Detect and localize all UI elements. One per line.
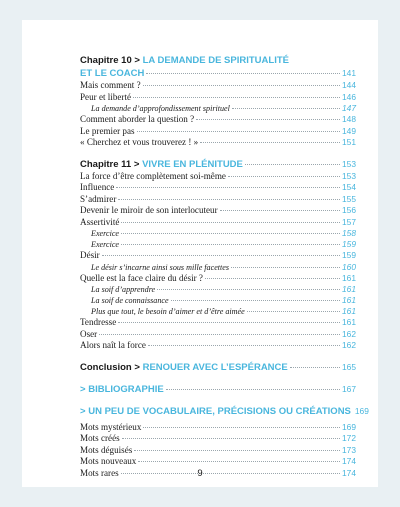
toc-entry xyxy=(80,433,356,445)
entry-title: Devenir le miroir de son interlocuteur xyxy=(80,205,218,215)
dot-leader xyxy=(146,72,340,74)
dot-leader xyxy=(232,107,340,109)
page-number: 155 xyxy=(342,193,356,204)
entry-title: Comment aborder la question ? xyxy=(80,114,195,124)
toc-subentry xyxy=(80,103,356,114)
chapter-11-entries xyxy=(80,171,356,352)
dot-leader xyxy=(171,299,340,301)
dot-leader xyxy=(148,344,340,346)
entry-title: Le premier pas xyxy=(80,125,135,136)
chapter-11-heading xyxy=(80,158,356,171)
chapter-title: VIVRE EN PLÉNITUDE xyxy=(142,158,243,170)
page-number: 151 xyxy=(342,137,356,147)
toc-entry xyxy=(80,126,356,138)
dot-leader xyxy=(122,437,340,439)
page-number: 141 xyxy=(342,68,356,78)
entry-title: Alors naît la force xyxy=(80,340,146,350)
chapter-title: ET LE COACH xyxy=(80,68,145,79)
dot-leader xyxy=(196,118,340,120)
entry-title: Désir xyxy=(80,250,100,260)
entry-title: Plus que tout, le besoin d’aimer et d’être aimée xyxy=(91,307,245,316)
toc-subentry xyxy=(80,228,356,239)
page-number: 160 xyxy=(342,261,356,272)
chapter-10-heading-line2 xyxy=(80,67,356,80)
entry-title: Peur et liberté xyxy=(80,91,132,102)
entry-title: Assertivité xyxy=(80,216,120,227)
dot-leader xyxy=(220,209,340,211)
separator: > xyxy=(80,383,86,395)
dot-leader xyxy=(247,310,340,312)
page-number: 173 xyxy=(342,444,356,455)
chapter-10-heading xyxy=(80,54,356,67)
page-number: 167 xyxy=(342,383,356,394)
dot-leader xyxy=(99,333,340,335)
separator: > xyxy=(134,361,140,373)
bibliography-title: BIBLIOGRAPHIE xyxy=(88,383,164,395)
entry-title: Le désir s’incarne ainsi sous mille facettes xyxy=(91,262,230,272)
conclusion-heading xyxy=(80,361,356,374)
dot-leader xyxy=(134,449,340,451)
toc-subentry xyxy=(80,262,356,273)
page-number: 157 xyxy=(342,216,356,227)
toc-entry xyxy=(80,80,356,92)
page-number: 153 xyxy=(342,158,356,169)
toc-entry xyxy=(80,217,356,229)
dot-leader xyxy=(121,221,340,223)
entry-title: Exercice xyxy=(91,229,120,238)
conclusion-label: Conclusion xyxy=(80,361,132,373)
vocabulary-title: UN PEU DE VOCABULAIRE, PRÉCISIONS OU CRÉATIONS xyxy=(88,405,351,417)
toc-entry xyxy=(80,456,356,468)
vocabulary-heading xyxy=(80,405,369,418)
page-number: 169 xyxy=(354,405,369,416)
chapter-label: Chapitre 10 xyxy=(80,55,132,66)
page-number: 159 xyxy=(342,239,356,249)
page-number: 169 xyxy=(342,421,356,432)
table-of-contents xyxy=(80,54,369,479)
toc-entry xyxy=(80,250,356,262)
dot-leader xyxy=(200,141,340,143)
dot-leader xyxy=(166,388,340,390)
dot-leader xyxy=(121,232,340,234)
entry-title: Mots nouveaux xyxy=(80,456,137,466)
toc-entry xyxy=(80,445,356,457)
dot-leader xyxy=(245,163,340,165)
page-number: 162 xyxy=(342,340,356,350)
entry-title: Mots créés xyxy=(80,433,120,443)
toc-entry xyxy=(80,205,356,217)
separator: > xyxy=(80,405,86,417)
chapter-title: LA DEMANDE DE SPIRITUALITÉ xyxy=(142,55,289,66)
separator: > xyxy=(134,55,140,66)
toc-entry xyxy=(80,137,356,149)
page-number: 174 xyxy=(342,467,356,478)
entry-title: La soif d’apprendre xyxy=(91,285,156,294)
toc-entry xyxy=(80,114,356,126)
page-number: 165 xyxy=(342,361,356,372)
page-number: 149 xyxy=(342,125,356,136)
toc-subentry xyxy=(80,239,356,250)
page-number: 148 xyxy=(342,114,356,124)
toc-subentry xyxy=(80,284,356,295)
dot-leader xyxy=(228,175,340,177)
entry-title: Exercice xyxy=(91,240,120,249)
dot-leader xyxy=(118,321,340,323)
dot-leader xyxy=(116,186,340,188)
toc-entry xyxy=(80,194,356,206)
page-number: 161 xyxy=(342,317,356,327)
page-number: 161 xyxy=(342,295,356,305)
dot-leader xyxy=(118,198,340,200)
entry-title: Influence xyxy=(80,182,115,192)
toc-entry xyxy=(80,171,356,183)
dot-leader xyxy=(143,84,340,86)
dot-leader xyxy=(137,130,340,132)
page-number: 156 xyxy=(342,205,356,215)
book-page xyxy=(22,20,378,487)
entry-title: Mots rares xyxy=(80,467,119,478)
dot-leader xyxy=(133,96,340,98)
dot-leader xyxy=(157,288,340,290)
chapter-10-entries xyxy=(80,80,356,149)
page-number: 147 xyxy=(342,103,356,113)
chapter-label: Chapitre 11 xyxy=(80,158,132,170)
entry-title: Mots déguisés xyxy=(80,444,133,455)
page-number: 161 xyxy=(342,284,356,294)
entry-title: « Cherchez et vous trouverez ! » xyxy=(80,137,199,147)
toc-entry xyxy=(80,329,356,341)
entry-title: La soif de connaissance xyxy=(91,296,169,305)
page-number: 161 xyxy=(342,272,356,283)
dot-leader xyxy=(121,243,340,245)
toc-entry xyxy=(80,92,356,104)
toc-entry xyxy=(80,317,356,329)
dot-leader xyxy=(231,266,340,268)
page-number: 154 xyxy=(342,182,356,192)
page-number: 153 xyxy=(342,170,356,181)
dot-leader xyxy=(102,254,340,256)
page-number: 158 xyxy=(342,228,356,238)
dot-leader xyxy=(290,366,340,368)
toc-entry xyxy=(80,422,356,434)
page-number: 172 xyxy=(342,433,356,443)
dot-leader xyxy=(143,426,340,428)
entry-title: S’admirer xyxy=(80,193,117,204)
toc-entry xyxy=(80,273,356,285)
entry-title: Mots mystérieux xyxy=(80,421,142,432)
entry-title: Quelle est la face claire du désir ? xyxy=(80,272,203,283)
entry-title: La demande d’approfondissement spirituel xyxy=(91,104,230,113)
dot-leader xyxy=(205,277,340,279)
bibliography-heading xyxy=(80,383,356,396)
page-number: 174 xyxy=(342,456,356,466)
entry-title: Mais comment ? xyxy=(80,80,141,90)
toc-subentry xyxy=(80,306,356,317)
separator: > xyxy=(133,158,140,170)
page-number: 144 xyxy=(342,80,356,90)
toc-entry xyxy=(80,340,356,352)
page-number: 161 xyxy=(342,306,356,316)
toc-entry xyxy=(80,182,356,194)
page-folio: 9 xyxy=(197,468,203,479)
conclusion-title: RENOUER AVEC L’ESPÉRANCE xyxy=(142,361,288,373)
entry-title: Tendresse xyxy=(80,317,117,327)
entry-title: Oser xyxy=(80,328,98,339)
entry-title: La force d’être complètement soi-même xyxy=(80,170,226,181)
toc-subentry xyxy=(80,295,356,306)
page-number: 146 xyxy=(342,91,356,102)
page-number: 162 xyxy=(342,328,356,339)
page-number: 159 xyxy=(342,250,356,260)
dot-leader xyxy=(138,460,340,462)
